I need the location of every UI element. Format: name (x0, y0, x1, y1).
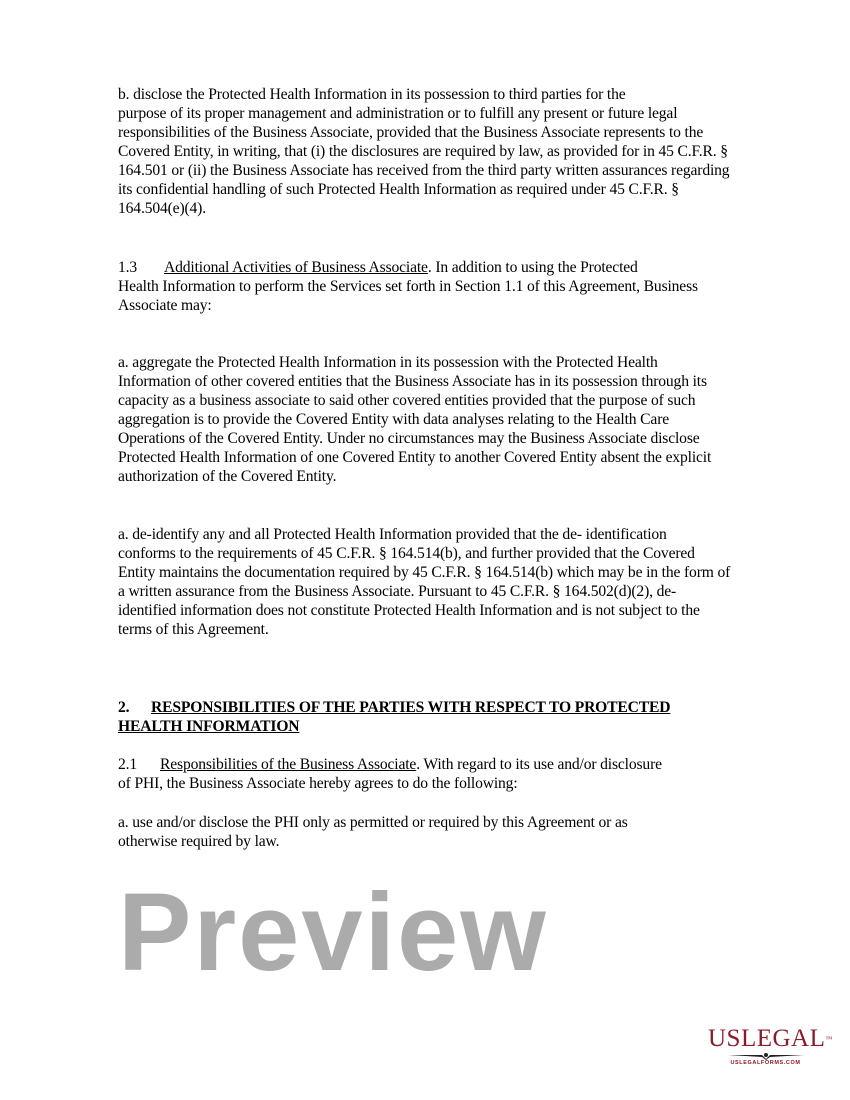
section-title-line (118, 698, 670, 717)
text-line: authorization of the Covered Entity. (118, 468, 337, 485)
text-line: of PHI, the Business Associate hereby agrees to do the following: (118, 775, 518, 792)
text-span: . With regard to its use and/or disclosure (416, 756, 662, 773)
text-line: a written assurance from the Business Associate. Pursuant to 45 C.F.R. § 164.502(d)(2), de- (118, 583, 677, 600)
text-line: otherwise required by law. (118, 833, 280, 850)
text-line: Covered Entity, in writing, that (i) the disclosures are required by law, as provided for in 45 C.F.R. § (118, 143, 728, 160)
text-line: its confidential handling of such Protected Health Information as required under 45 C.F.R. § (118, 181, 679, 198)
preview-watermark: Preview (118, 871, 548, 994)
section-heading-line (118, 755, 662, 774)
text-line: a. de-identify any and all Protected Health Information provided that the de- identification (118, 526, 667, 543)
text-line: terms of this Agreement. (118, 621, 269, 638)
uslegal-logo (708, 1025, 833, 1068)
text-line: responsibilities of the Business Associate, provided that the Business Associate represents to the (118, 124, 704, 141)
section-number: 2. (118, 699, 130, 716)
text-line: identified information does not constitute Protected Health Information and is not subject to the (118, 602, 700, 619)
text-line: aggregation is to provide the Covered Entity with data analyses relating to the Health Care (118, 411, 670, 428)
text-line: b. disclose the Protected Health Information in its possession to third parties for the (118, 86, 626, 103)
text-line: Entity maintains the documentation required by 45 C.F.R. § 164.514(b) which may be in the form of (118, 564, 731, 581)
text-span: . In addition to using the Protected (427, 259, 638, 276)
section-number: 1.3 (118, 259, 138, 276)
logo-name: USLEGAL (708, 1025, 826, 1052)
text-line: conforms to the requirements of 45 C.F.R. § 164.514(b), and further provided that the Covered (118, 545, 695, 562)
text-line: a. aggregate the Protected Health Information in its possession with the Protected Health (118, 354, 658, 371)
eagle-wings-icon (726, 1052, 806, 1060)
text-line: a. use and/or disclose the PHI only as permitted or required by this Agreement or as (118, 814, 628, 831)
text-line: Information of other covered entities that the Business Associate has in its possession through its (118, 373, 707, 390)
logo-trademark: ™ (825, 1035, 833, 1043)
text-line: 164.501 or (ii) the Business Associate has received from the third party written assurances regarding (118, 162, 730, 179)
text-line: Health Information to perform the Services set forth in Section 1.1 of this Agreement, Business (118, 278, 698, 295)
section-title-line: HEALTH INFORMATION (118, 718, 300, 735)
text-line: Protected Health Information of one Covered Entity to another Covered Entity absent the explicit (118, 449, 712, 466)
section-heading: Additional Activities of Business Associate (164, 259, 428, 276)
section-heading-line (118, 258, 638, 277)
text-line: 164.504(e)(4). (118, 200, 206, 217)
section-heading: Responsibilities of the Business Associate (160, 756, 417, 773)
text-line: Associate may: (118, 297, 212, 314)
logo-url: USLEGALFORMS.COM (730, 1060, 801, 1066)
text-line: capacity as a business associate to said other covered entities provided that the purpose of such (118, 392, 696, 409)
text-line: purpose of its proper management and administration or to fulfill any present or future legal (118, 105, 678, 122)
section-number: 2.1 (118, 756, 138, 773)
text-line: Operations of the Covered Entity. Under no circumstances may the Business Associate disclose (118, 430, 700, 447)
section-title: RESPONSIBILITIES OF THE PARTIES WITH RESPECT TO PROTECTED (151, 699, 671, 716)
